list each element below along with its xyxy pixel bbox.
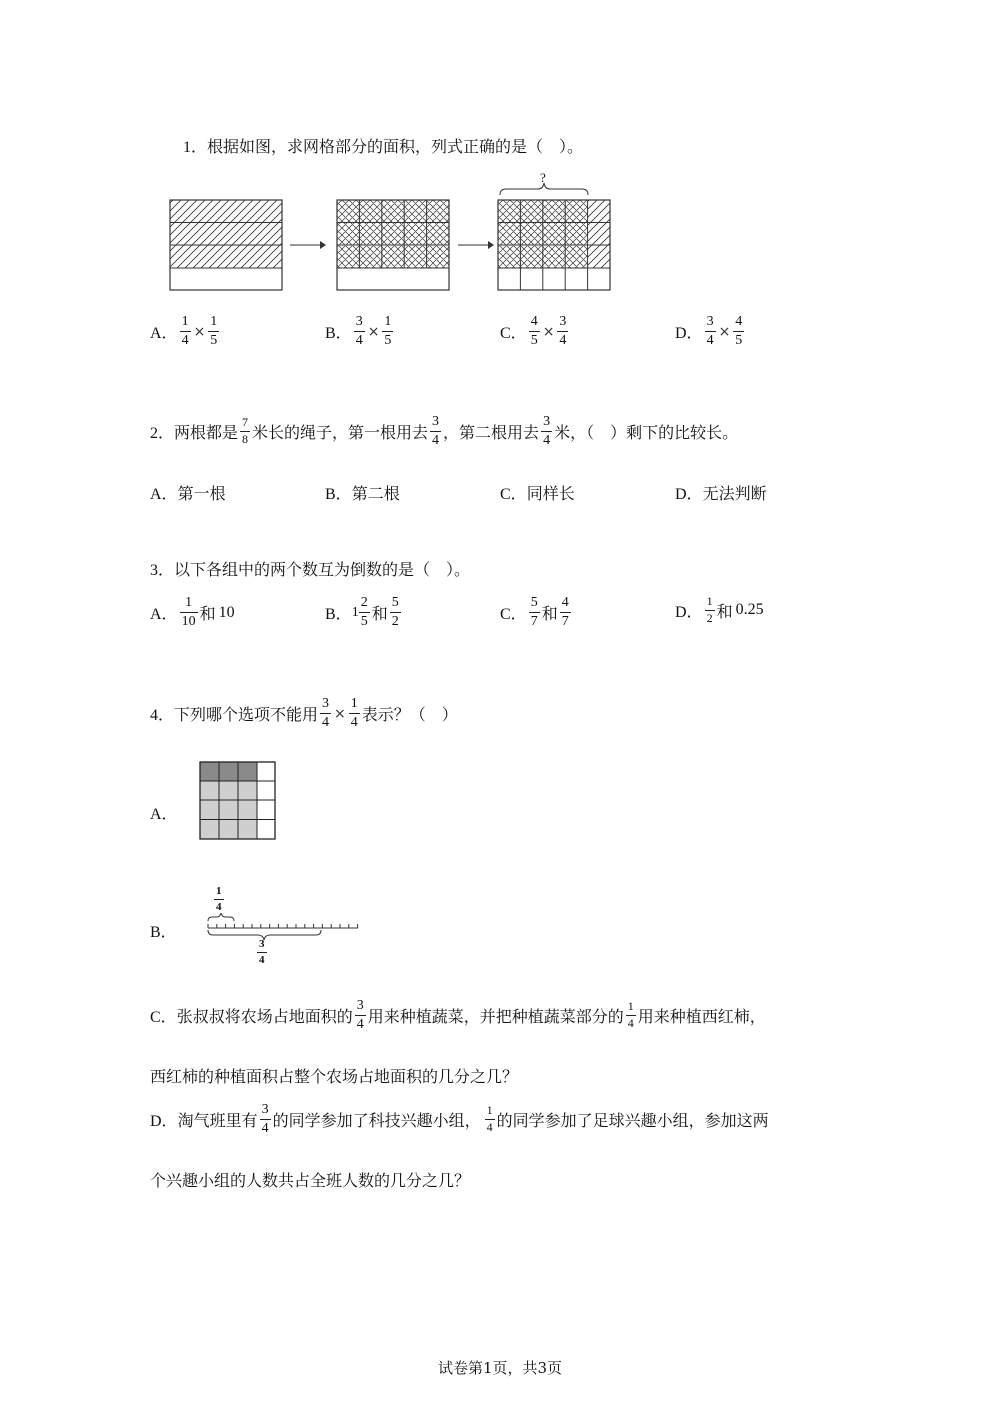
fraction-den: 4 [355, 333, 363, 349]
option-value: 10 [218, 603, 235, 621]
q3-option-c[interactable] [500, 595, 573, 630]
option-label: A． [150, 325, 178, 343]
fraction-den: 4 [706, 333, 714, 349]
option-text: 无法判断 [702, 484, 767, 503]
q2-text-3: ，第二根用去 [443, 423, 540, 443]
fraction-den: 4 [356, 1017, 364, 1033]
fraction-num: 7 [242, 415, 249, 430]
q4-option-d[interactable] [150, 1102, 769, 1137]
q2-option-b[interactable] [325, 481, 400, 504]
q4-option-b-top-fraction [212, 885, 226, 913]
option-label: C． [500, 606, 527, 624]
q3-option-a[interactable] [150, 595, 235, 630]
top-brace-icon [208, 913, 234, 921]
fraction-num: 1 [210, 314, 218, 329]
fraction-num: 5 [391, 595, 399, 610]
fraction-num: 1 [706, 594, 713, 608]
fraction-den: 4 [559, 333, 567, 349]
fraction-den: 4 [543, 433, 551, 449]
fraction-num: 3 [559, 314, 567, 329]
option-label: D． [150, 1113, 178, 1131]
q2-text-1: 两根都是 [174, 423, 239, 443]
q3-option-b[interactable] [325, 595, 403, 630]
option-label: C． [500, 486, 527, 503]
option-and: 和 [541, 604, 558, 624]
fraction-den: 4 [432, 433, 440, 449]
option-label: B． [325, 486, 352, 503]
option-and: 和 [371, 604, 388, 624]
q1-diagram [160, 165, 630, 300]
option-label: A． [150, 606, 178, 624]
q1-stem [183, 134, 583, 157]
fraction-den: 4 [627, 1016, 634, 1031]
fraction-num: 4 [530, 314, 538, 329]
option-text-2: 的同学参加了科技兴趣小组， [272, 1111, 481, 1131]
fraction-num: 1 [486, 1103, 493, 1118]
fraction-den: 4 [261, 1121, 269, 1137]
option-label: A． [150, 486, 178, 503]
q2-text-4: 米，（ ）剩下的比较长。 [554, 423, 739, 443]
q2-number: 2． [150, 425, 175, 443]
mixed-whole: 1 [351, 604, 359, 620]
q4-option-b-bottom-fraction [255, 938, 269, 966]
q1-option-d[interactable] [675, 314, 746, 349]
q1-panel-1 [170, 200, 282, 290]
fraction-num: 1 [185, 595, 193, 610]
option-text: 第一根 [177, 484, 226, 503]
fraction-num: 2 [360, 595, 368, 610]
times-sign: × [542, 323, 555, 340]
fraction-num: 3 [356, 998, 364, 1013]
option-label: C． [500, 325, 527, 343]
q1-arrow-1-icon [290, 241, 326, 249]
option-text-2: 用来种植蔬菜，并把种植蔬菜部分的 [367, 1007, 624, 1027]
q4-number: 4． [150, 707, 175, 725]
fraction-num: 3 [706, 314, 714, 329]
fraction-num: 1 [181, 314, 189, 329]
option-and: 和 [716, 601, 733, 621]
q1-arrow-2-icon [458, 241, 494, 249]
q4-option-b-label[interactable]: B． [150, 924, 177, 941]
fraction-den: 10 [181, 614, 196, 630]
option-text-3: 用来种植西红柿， [637, 1007, 766, 1027]
fraction-den: 5 [384, 333, 392, 349]
fraction-den: 4 [350, 715, 358, 731]
fraction-den: 7 [530, 614, 538, 630]
q4-option-a-label[interactable]: A． [150, 806, 178, 823]
fraction-num: 1 [627, 999, 634, 1014]
option-text: 同样长 [526, 484, 575, 503]
fraction-den: 5 [210, 333, 218, 349]
q4-text-2: 表示？（ ） [361, 705, 458, 725]
q2-text-2: 米长的绳子，第一根用去 [252, 423, 429, 443]
q1-option-b[interactable] [325, 314, 395, 349]
q1-panel-3 [498, 183, 610, 290]
q1-brace-label: ? [540, 170, 546, 185]
fraction-den: 5 [530, 333, 538, 349]
q4-option-c-line-2: 西红柿的种植面积占整个农场占地面积的几分之几？ [150, 1067, 519, 1086]
q2-option-a[interactable] [150, 481, 226, 504]
fraction-num: 3 [259, 938, 265, 950]
option-label: D． [675, 603, 703, 621]
fraction-den: 5 [735, 333, 743, 349]
times-sign: × [334, 705, 346, 722]
fraction-den: 4 [322, 715, 330, 731]
q4-option-b-number-line[interactable] [203, 912, 363, 942]
option-text-3: 的同学参加了足球兴趣小组，参加这两 [496, 1111, 769, 1131]
fraction-num: 3 [432, 414, 440, 429]
option-label: D． [675, 325, 703, 343]
option-label: C． [150, 1009, 177, 1027]
option-text: 第二根 [351, 484, 400, 503]
fraction-den: 4 [486, 1120, 493, 1135]
fraction-num: 3 [543, 414, 551, 429]
option-and: 和 [199, 604, 216, 624]
fraction-num: 1 [384, 314, 392, 329]
q3-number: 3． [150, 562, 175, 579]
q2-stem [150, 414, 738, 449]
q1-option-a[interactable] [150, 314, 221, 349]
q1-number: 1． [183, 139, 208, 156]
times-sign: × [718, 323, 731, 340]
q3-text: 以下各组中的两个数互为倒数的是（ ）。 [174, 560, 471, 579]
q1-text: 根据如图，求网格部分的面积，列式正确的是（ ）。 [207, 137, 584, 156]
fraction-den: 2 [391, 614, 399, 630]
fraction-den: 4 [216, 900, 222, 913]
option-label: B． [325, 606, 352, 624]
page-footer: 试卷第1页，共3页 [437, 1359, 563, 1377]
option-label: B． [325, 325, 352, 343]
option-text-1: 淘气班里有 [177, 1111, 258, 1131]
q4-text-1: 下列哪个选项不能用 [174, 705, 319, 725]
fraction-den: 4 [181, 333, 189, 349]
fraction-den: 4 [259, 953, 265, 966]
q4-option-a-grid[interactable] [199, 761, 277, 841]
q3-option-d[interactable] [675, 595, 764, 626]
fraction-num: 1 [350, 696, 358, 711]
q4-stem [150, 696, 458, 731]
q3-stem [150, 557, 470, 580]
fraction-num: 1 [216, 885, 222, 897]
fraction-num: 3 [322, 696, 330, 711]
q1-option-c[interactable] [500, 314, 570, 349]
option-value: 0.25 [735, 601, 764, 619]
fraction-num: 3 [261, 1102, 269, 1117]
option-label: D． [675, 486, 703, 503]
times-sign: × [193, 323, 206, 340]
times-sign: × [367, 323, 380, 340]
q2-option-c[interactable] [500, 481, 575, 504]
fraction-den: 7 [561, 614, 569, 630]
fraction-den: 8 [242, 432, 249, 447]
fraction-num: 3 [355, 314, 363, 329]
fraction-num: 4 [561, 595, 569, 610]
q4-option-c[interactable] [150, 998, 766, 1033]
fraction-num: 5 [530, 595, 538, 610]
fraction-den: 2 [706, 610, 713, 625]
fraction-num: 4 [735, 314, 743, 329]
q4-option-d-line-2: 个兴趣小组的人数共占全班人数的几分之几？ [150, 1171, 471, 1190]
q1-panel-2 [337, 200, 449, 290]
option-text-1: 张叔叔将农场占地面积的 [176, 1007, 353, 1027]
fraction-den: 5 [360, 614, 368, 630]
q2-option-d[interactable] [675, 481, 767, 504]
